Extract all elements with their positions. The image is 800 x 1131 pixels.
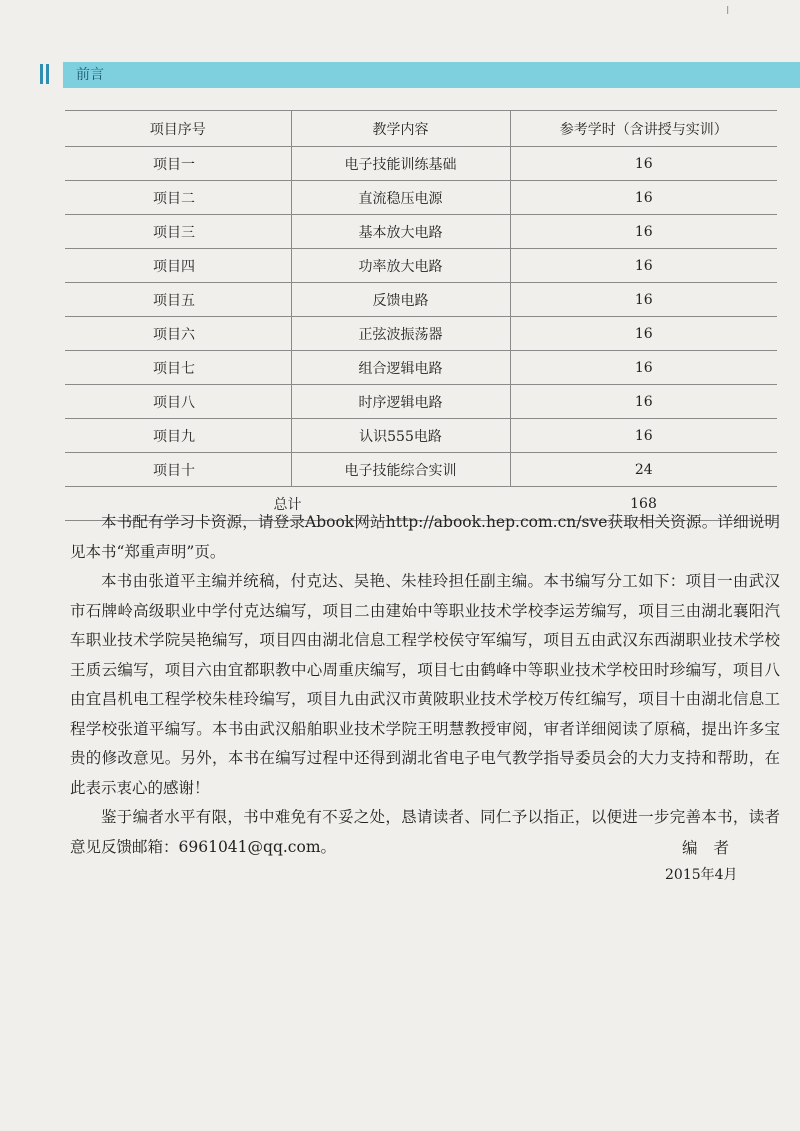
preface-body [70, 508, 780, 862]
project-hours: 16 [510, 249, 777, 283]
project-no: 项目六 [65, 317, 291, 351]
project-content: 组合逻辑电路 [291, 351, 510, 385]
table-row [65, 249, 777, 283]
project-no: 项目三 [65, 215, 291, 249]
authors-paragraph: 本书由张道平主编并统稿，付克达、吴艳、朱桂玲担任副主编。本书编写分工如下：项目一由武汉市石牌岭高级职业中学付克达编写，项目二由建始中等职业技术学校李运芳编写，项目三由湖北襄阳汽车职业技术学院吴艳编写，项目四由湖北信息工程学校侯守军编写，项目五由武汉东西湖职业技术学校王质云编写，项目六由宜都职教中心周重庆编写，项目七由鹤峰中等职业技术学校田时珍编写，项目八由宜昌机电工程学校朱桂玲编写，项目九由武汉市黄陂职业技术学校万传红编写，项目十由湖北信息工程学校张道平编写。本书由武汉船舶职业技术学院王明慧教授审阅，审者详细阅读了原稿，提出许多宝贵的修改意见。另外，本书在编写过程中还得到湖北省电子电气教学指导委员会的大力支持和帮助，在此表示衷心的感谢！ [70, 572, 780, 797]
project-content: 电子技能综合实训 [291, 453, 510, 487]
table-row [65, 351, 777, 385]
header-bar [63, 62, 800, 88]
project-content: 反馈电路 [291, 283, 510, 317]
project-content: 直流稳压电源 [291, 181, 510, 215]
project-no: 项目四 [65, 249, 291, 283]
page-number: I [726, 4, 730, 17]
signature-author: 编者 [682, 839, 746, 857]
project-content: 认识555电路 [291, 419, 510, 453]
project-content: 功率放大电路 [291, 249, 510, 283]
project-hours: 16 [510, 181, 777, 215]
header-content: 教学内容 [291, 111, 510, 147]
project-hours: 16 [510, 147, 777, 181]
table-row [65, 215, 777, 249]
project-hours: 16 [510, 215, 777, 249]
project-hours: 16 [510, 317, 777, 351]
project-no: 项目二 [65, 181, 291, 215]
project-content: 基本放大电路 [291, 215, 510, 249]
table-row [65, 147, 777, 181]
feedback-paragraph: 鉴于编者水平有限，书中难免有不妥之处，恳请读者、同仁予以指正，以便进一步完善本书，读者意见反馈邮箱：6961041@qq.com。 [70, 808, 780, 856]
project-no: 项目一 [65, 147, 291, 181]
table-row [65, 283, 777, 317]
project-no: 项目五 [65, 283, 291, 317]
table-row [65, 453, 777, 487]
header-mark-icon [40, 64, 51, 84]
hours-table [65, 110, 777, 521]
table-row [65, 181, 777, 215]
signature-date: 2015年4月 [665, 867, 738, 883]
total-label: 总计 [65, 487, 510, 521]
table-row [65, 419, 777, 453]
header-project-no: 项目序号 [65, 111, 291, 147]
table-row [65, 317, 777, 351]
project-hours: 16 [510, 351, 777, 385]
table-row [65, 385, 777, 419]
project-hours: 16 [510, 283, 777, 317]
project-no: 项目十 [65, 453, 291, 487]
project-content: 正弦波振荡器 [291, 317, 510, 351]
project-no: 项目七 [65, 351, 291, 385]
total-value: 168 [510, 487, 777, 521]
section-title: 前言 [76, 67, 104, 83]
header-hours: 参考学时（含讲授与实训） [510, 111, 777, 147]
project-content: 时序逻辑电路 [291, 385, 510, 419]
project-content: 电子技能训练基础 [291, 147, 510, 181]
project-no: 项目八 [65, 385, 291, 419]
project-hours: 24 [510, 453, 777, 487]
project-no: 项目九 [65, 419, 291, 453]
resource-paragraph: 本书配有学习卡资源，请登录Abook网站http://abook.hep.com.cn/sve获取相关资源。详细说明见本书“郑重声明”页。 [70, 513, 780, 561]
table-header-row [65, 111, 777, 147]
project-hours: 16 [510, 385, 777, 419]
project-hours: 16 [510, 419, 777, 453]
